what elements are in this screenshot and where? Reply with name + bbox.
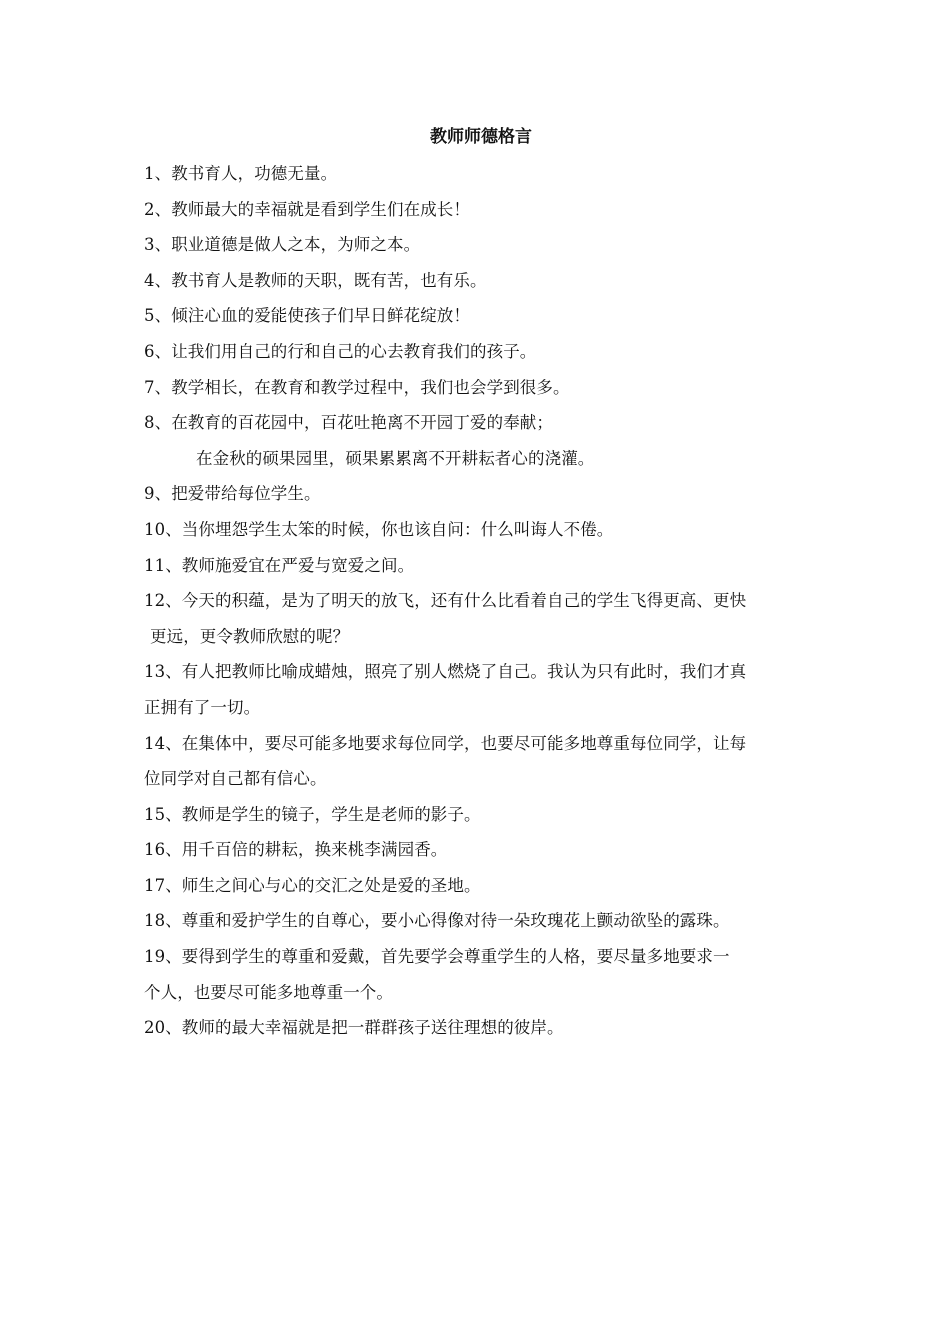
list-item bbox=[144, 263, 812, 299]
list-item bbox=[144, 156, 812, 192]
list-item bbox=[144, 227, 812, 263]
quote-line-continued: 个人，也要尽可能多地尊重一个。 bbox=[144, 982, 393, 1002]
quote-line-continued: 更远，更令教师欣慰的呢？ bbox=[150, 626, 350, 646]
list-item bbox=[144, 903, 812, 939]
quote-line-indented: 在金秋的硕果园里，硕果累累离不开耕耘者心的浇灌。 bbox=[196, 448, 595, 468]
quote-line: 7、教学相长，在教育和教学过程中，我们也会学到很多。 bbox=[144, 377, 570, 397]
quote-line: 15、教师是学生的镜子，学生是老师的影子。 bbox=[144, 804, 481, 824]
list-item bbox=[144, 868, 812, 904]
quote-line: 4、教书育人是教师的天职，既有苦，也有乐。 bbox=[144, 270, 487, 290]
quote-line: 9、把爱带给每位学生。 bbox=[144, 484, 321, 504]
quote-line: 1、教书育人，功德无量。 bbox=[144, 164, 338, 183]
list-item bbox=[144, 939, 812, 1010]
list-item bbox=[144, 1010, 812, 1046]
quote-line: 14、在集体中，要尽可能多地要求每位同学，也要尽可能多地尊重每位同学，让每 bbox=[144, 733, 747, 753]
list-item bbox=[144, 654, 812, 725]
quote-line: 20、教师的最大幸福就是把一群群孩子送往理想的彼岸。 bbox=[144, 1018, 564, 1038]
quote-line: 2、教师最大的幸福就是看到学生们在成长！ bbox=[144, 199, 470, 219]
list-item bbox=[144, 476, 812, 512]
quote-line: 18、尊重和爱护学生的自尊心，要小心得像对待一朵玫瑰花上颤动欲坠的露珠。 bbox=[144, 911, 730, 931]
list-item bbox=[144, 512, 812, 548]
quote-line: 13、有人把教师比喻成蜡烛，照亮了别人燃烧了自己。我认为只有此时，我们才真 bbox=[144, 662, 747, 682]
quote-line-continued: 位同学对自己都有信心。 bbox=[144, 769, 327, 789]
quote-line: 16、用千百倍的耕耘，换来桃李满园香。 bbox=[144, 840, 448, 860]
list-item bbox=[144, 405, 812, 476]
list-item bbox=[144, 298, 812, 334]
list-item bbox=[144, 583, 812, 654]
quote-line: 19、要得到学生的尊重和爱戴，首先要学会尊重学生的人格，要尽量多地要求一 bbox=[144, 947, 730, 967]
quote-line: 17、师生之间心与心的交汇之处是爱的圣地。 bbox=[144, 875, 481, 895]
list-item bbox=[144, 726, 812, 797]
quote-line: 11、教师施爱宜在严爱与宽爱之间。 bbox=[144, 555, 415, 575]
quote-line: 5、倾注心血的爱能使孩子们早日鲜花绽放！ bbox=[144, 306, 470, 326]
list-item bbox=[144, 370, 812, 406]
list-item bbox=[144, 192, 812, 228]
list-item bbox=[144, 548, 812, 584]
list-item bbox=[144, 832, 812, 868]
document-title: 教师师德格言 bbox=[430, 127, 532, 147]
quote-line: 12、今天的积蕴，是为了明天的放飞，还有什么比看着自己的学生飞得更高、更快 bbox=[144, 591, 747, 611]
quote-line: 6、让我们用自己的行和自己的心去教育我们的孩子。 bbox=[144, 341, 537, 361]
quote-line-continued: 正拥有了一切。 bbox=[144, 697, 261, 717]
quote-line: 10、当你埋怨学生太笨的时候，你也该自问：什么叫诲人不倦。 bbox=[144, 519, 614, 539]
list-item bbox=[144, 334, 812, 370]
quote-line: 3、职业道德是做人之本，为师之本。 bbox=[144, 235, 421, 255]
quote-line: 8、在教育的百花园中，百花吐艳离不开园丁爱的奉献； bbox=[144, 413, 553, 433]
quote-list bbox=[144, 156, 812, 1046]
document-body bbox=[144, 118, 812, 1046]
list-item bbox=[144, 797, 812, 833]
